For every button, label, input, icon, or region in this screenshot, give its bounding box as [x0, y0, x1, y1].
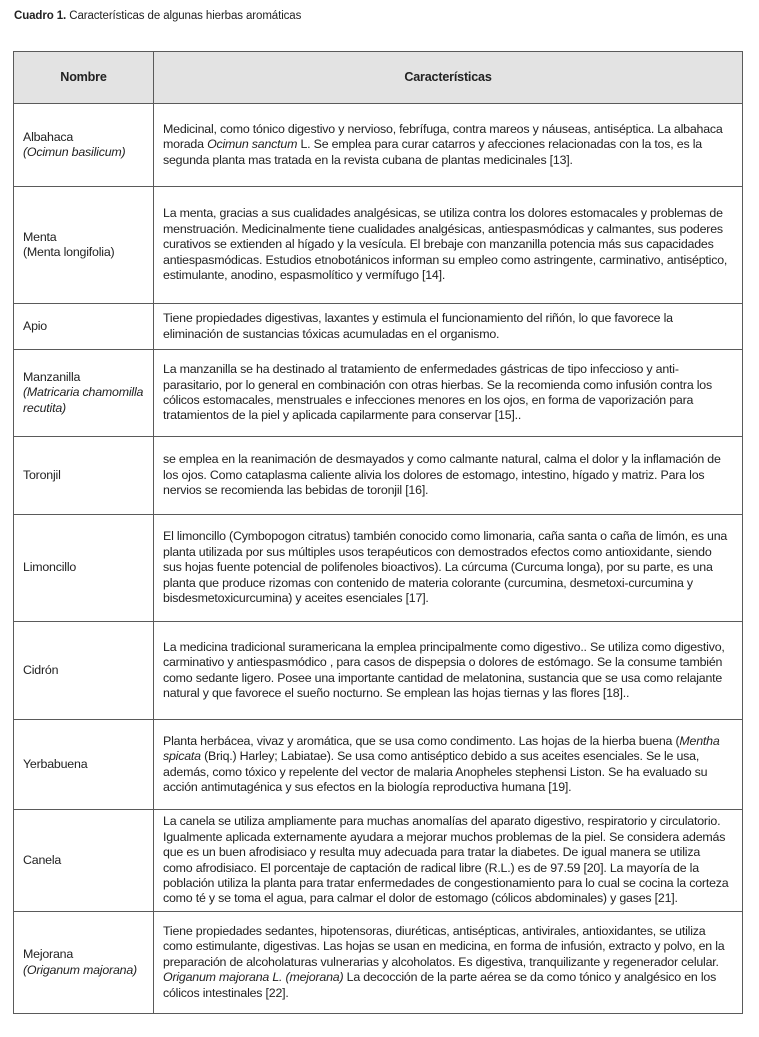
header-name: Nombre: [14, 52, 154, 104]
table-row: [14, 810, 743, 912]
header-features: Características: [154, 52, 743, 104]
herb-description-text: [163, 362, 732, 424]
herb-description: [154, 437, 743, 515]
herb-description-text: [163, 206, 732, 283]
text-run: Tiene propiedades digestivas, laxantes y estimula el funcionamiento del riñón, lo que favorece la eliminación de sustancias tóxicas acumuladas en el organismo.: [163, 311, 673, 341]
herb-name-cell: [14, 515, 154, 622]
table-header-row: [14, 52, 743, 104]
table-row: [14, 350, 743, 437]
herb-description-text: [163, 924, 732, 1001]
table-row: [14, 304, 743, 350]
table-body: [14, 104, 743, 1014]
text-run: Medicinal, como tónico digestivo y nervioso, febrífuga, contra mareos y náuseas, antiséptica. La albahaca morada: [163, 121, 723, 152]
italic-text-run: Origanum majorana L. (mejorana): [163, 970, 344, 985]
text-run: L. Se emplea para curar catarros y afecciones relacionadas con la tos, es la segunda planta mas tratada en la revista cubana de plantas medicinales [13].: [163, 137, 702, 167]
herb-name-cell: [14, 622, 154, 720]
herb-name-cell: [14, 350, 154, 437]
herb-description: [154, 720, 743, 810]
herb-description: [154, 912, 743, 1014]
herb-name-cell: [14, 304, 154, 350]
herb-description-text: [163, 529, 732, 606]
text-run: La canela se utiliza ampliamente para muchas anomalías del aparato digestivo, respiratorio y circulatorio. Igualmente aplicada externamente ayudara a mejorar muchos problemas de la piel. Se considera además que es un buen afrodisiaco y resulta muy adecuada para tratar la diabetes. De igual manera se utiliza como afrodisiaco. El porcentaje de captación de radical libre (R.L.) es de 97.59 [20]. La mayoría de la población utiliza la planta para tratar enfermedades de congestionamiento para lo cual se cocina la corteza como té y se toma el agua, para calmar el dolor de estomago (cólicos abdominales) y gases [21].: [163, 814, 729, 906]
text-run: La decocción de la parte aérea se da como tónico y analgésico en los cólicos intestinales [22].: [163, 970, 717, 1000]
herb-description: [154, 104, 743, 187]
text-run: El limoncillo (Cymbopogon citratus) también conocido como limonaria, caña santa o caña de limón, es una planta utilizada por sus múltiples usos terapéuticos con demostrados efectos como antioxidante, siendo sus hojas fuente potencial de polifenoles bioactivos). La cúrcuma (Curcuma longa), por su parte, es una planta que produce rizomas con contenido de materia colorante (curcumina, desmetoxi-curcumina y bisdesmetoxicurcumina) y aceites esenciales [17].: [163, 529, 728, 606]
caption-label: Cuadro 1.: [14, 10, 67, 22]
herb-name: Toronjil: [23, 467, 61, 482]
italic-text-run: Mentha spicata: [163, 733, 720, 764]
herb-scientific-name: (Menta longifolia): [23, 245, 115, 259]
herb-description: [154, 187, 743, 304]
table-row: [14, 720, 743, 810]
herb-scientific-name: (Origanum majorana): [23, 962, 137, 977]
herb-description: [154, 810, 743, 912]
herb-name: Yerbabuena: [23, 756, 88, 771]
herb-scientific-name: (Ocimun basilicum): [23, 145, 126, 159]
herb-description-text: [163, 311, 732, 342]
text-run: La manzanilla se ha destinado al tratamiento de enfermedades gástricas de tipo infeccioso y anti-parasitario, por lo general en combinación con otras hierbas. Se la recomienda como infusión contra los cólicos estomacales, menstruales e infecciones menores en los ojos, en forma de vaporización para tratamientos de la piel y aplicada capilarmente para conservar [15]..: [163, 362, 712, 423]
herb-name-cell: [14, 104, 154, 187]
text-run: Tiene propiedades sedantes, hipotensoras, diuréticas, antisépticas, antivirales, antioxidantes, se utiliza como estimulante, digestivas. Las hojas se usan en medicina, en forma de infusión, extracto y polvo, en la preparación de alcoholaturas vulnerarias y alcoholatos. Es digestiva, tranquilizante y regenerador celular.: [163, 923, 725, 969]
herb-description-text: [163, 122, 732, 168]
table-caption: [14, 10, 301, 22]
table-row: [14, 104, 743, 187]
table-row: [14, 437, 743, 515]
herb-name-cell: [14, 187, 154, 304]
herb-name: Limoncillo: [23, 560, 77, 575]
text-run: (Briq.) Harley; Labiatae). Se usa como antiséptico debido a sus aceites esenciales. Se le usa, además, como tóxico y repelente del vector de malaria Anopheles stephensi Liston. Se ha evaluado su acción antimutagénica y sus efectos en la biología reproductiva humana [19].: [163, 749, 708, 794]
herb-description-text: [163, 814, 732, 906]
herb-description: [154, 622, 743, 720]
herb-name-cell: [14, 810, 154, 912]
table-row: [14, 912, 743, 1014]
herb-name: Menta: [23, 229, 57, 244]
text-run: La medicina tradicional suramericana la emplea principalmente como digestivo.. Se utiliza como digestivo, carminativo y antiespasmódico , para casos de dispepsia o dolores de estómago. Se la consume también como sedante ligero. Posee una importante cantidad de melatonina, sustancia que se usa como relajante natural y que favorece el sueño nocturno. Se emplean las hojas tiernas y las flores [18]..: [163, 639, 725, 700]
text-run: Planta herbácea, vivaz y aromática, que se usa como condimento. Las hojas de la hierba buena (: [163, 733, 680, 748]
herb-name: Cidrón: [23, 662, 59, 677]
caption-text: Características de algunas hierbas aromáticas: [69, 10, 302, 22]
herb-description: [154, 515, 743, 622]
herb-name-cell: [14, 437, 154, 515]
herb-name: Mejorana: [23, 947, 74, 962]
herb-description-text: [163, 734, 732, 796]
herb-name: Manzanilla: [23, 369, 81, 384]
herb-name: Canela: [23, 852, 62, 867]
italic-text-run: Ocimun sanctum: [207, 137, 298, 152]
herb-name: Apio: [23, 318, 47, 333]
table-row: [14, 187, 743, 304]
herb-description-text: [163, 640, 732, 702]
herb-description: [154, 304, 743, 350]
text-run: La menta, gracias a sus cualidades analgésicas, se utiliza contra los dolores estomacales y problemas de menstruación. Medicinalmente tiene cualidades analgésicas, antiespasmódicas y calmantes, sus poderes curativos se extienden al hígado y la vesícula. El brebaje con manzanilla potencia más sus capacidades antiespasmódicas. Estudios etnobotánicos informan su empleo como astringente, carminativo, antiséptico, estimulante, anodino, espasmolítico y vermífugo [14].: [163, 206, 728, 283]
herb-description: [154, 350, 743, 437]
herb-name-cell: [14, 912, 154, 1014]
table-row: [14, 622, 743, 720]
herb-name-cell: [14, 720, 154, 810]
text-run: se emplea en la reanimación de desmayados y como calmante natural, calma el dolor y la inflamación de los ojos. Como cataplasma caliente alivia los dolores de estomago, intestino, hígado y matriz. Para los nervios se recomienda las bebidas de toronjil [16].: [163, 452, 721, 498]
herb-name: Albahaca: [23, 129, 74, 144]
herbs-table: [13, 51, 743, 1014]
herb-scientific-name: (Matricaria chamomilla recutita): [23, 385, 144, 415]
herb-description-text: [163, 452, 732, 498]
table-row: [14, 515, 743, 622]
